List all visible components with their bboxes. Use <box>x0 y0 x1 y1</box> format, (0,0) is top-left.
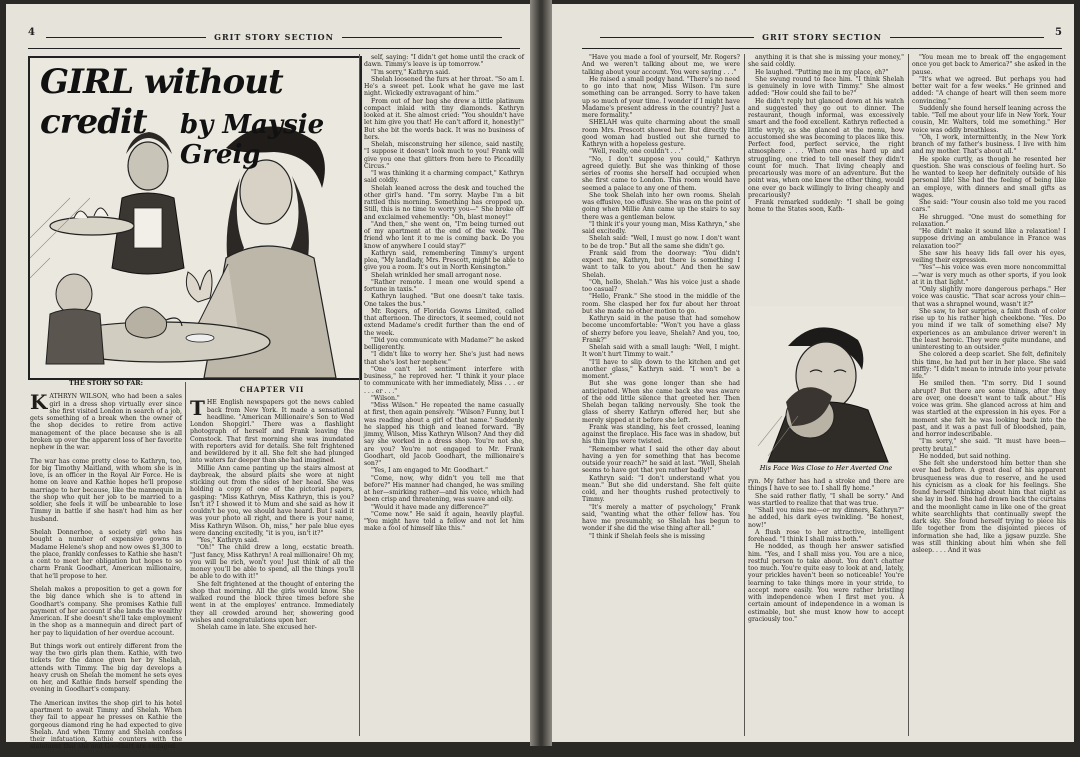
illustration-caption: His Face Was Close to Her Averted One <box>759 464 893 472</box>
right-column-1 <box>582 54 740 738</box>
paragraph: "Come, now, why didn't you tell me that before?" His manner had changed, he was smiling at her—smirking rather—and his voice, which had been crisp and threatening, was suave and oily. <box>364 474 524 504</box>
story-byline: by Maysie Greig <box>180 110 325 170</box>
paragraph: He smiled then. "I'm sorry. Did I sound abrupt? But there are some things, after they are over, one doesn't want to talk about." His voice was grim. She glanced across at him and was startled at the expression in his eyes. For a moment she felt he was looking back into the past, and it was a past full of bloodshed, pain, and horror indescribable. <box>912 380 1066 438</box>
right-column-3-text <box>912 54 1066 554</box>
paragraph: self, saying: "I didn't get home until the crack of dawn. Timmy's leave is up tomorrow." <box>364 54 524 69</box>
paragraph: But things work out entirely different from the way the two girls plan them. Kathie, with two tickets for the dance given her by Shelah, attends with Timmy. The big day develops a heavy crush on Shelah the moment he sets eyes on her, and Kathie finds herself spending the evening in Goodhart's company. <box>30 642 182 694</box>
column-divider <box>744 54 745 736</box>
paragraph: Shelah said with a small laugh: "Well, I might. It won't hurt Timmy to wait." <box>582 344 740 359</box>
right-column-3 <box>912 54 1066 738</box>
paragraph: "Well, really, one couldn't . . ." <box>589 148 684 156</box>
paragraph: "I'm sorry," Kathryn said. <box>371 68 451 76</box>
paragraph: He didn't reply but glanced down at his watch and suggested they go out to dinner. The restaurant, though informal, was excessively smart and the food excellent. Kathryn reflected a little wryly, as she glanced at the menu, how accustomed she was becoming to places like this. Perfect food, perfect service, the right atmosphere . . . When one was hard up and struggling, one tried to tell oneself they didn't count for much. That living cheaply and precariously was more of an adventure. But the point was, when one knew the other thing, would one ever go back willingly to living cheaply and precariously? <box>748 97 904 199</box>
paragraph: "I'm sorry," she said. "It must have been—pretty brutal." <box>912 438 1066 453</box>
paragraph: Kathryn said in the pause that had somehow become uncomfortable: "Won't you have a glass of sherry before you leave, Shelah? And you, too, Frank?" <box>582 315 740 344</box>
paragraph: Kathryn laughed. "But one doesn't take taxis. One takes the bus." <box>364 293 524 308</box>
paragraph: "Wilson." <box>371 394 400 402</box>
paragraph: Kathryn said, remembering Timmy's urgent plea, "My landlady, Mrs. Prescott, might be able to give you a room. It's out in North Kensington." <box>364 249 524 272</box>
paragraph: "Miss Wilson." He repeated the name casually at first, then again pensively. "Wilson? Funny, but I was reading about a girl of that name." Suddenly he slapped his thigh and leaned forward. "By jimmy, Wilson, Miss Kathryn Wilson? And they did say she worked in a dress shop. You're not she, are you? You're not engaged to Mr. Frank Goodhart, old Jacob Goodhart, the millionaire's son?" <box>364 402 524 467</box>
paragraph: "I'll have to slip down to the kitchen and get another glass," Kathryn said. "I won't be a moment." <box>582 358 740 380</box>
paragraph: "Remember what I said the other day about having a yen for something that has become outside your reach?" he said at last. "Well, Shelah seems to have got that yen rather badly!" <box>582 445 740 475</box>
paragraph: Shelah said: "Well, I must go now. I don't want to be de trop." But all the same she didn't go. <box>582 235 740 250</box>
paragraph: Millie Ann came panting up the stairs almost at daybreak, the absurd plaits she wore at night sticking out from the sides of her head. She was holding a copy of one of the pictorial papers, gasping: "Miss Kathryn, Miss Kathryn, this is you? Isn't it? I showed it to Mum and she said as how it couldn't be you, we should have heard. But I said it was your photo all right, and there is your name, Miss Kathryn Wilson. Oh, miss," her pale blue eyes were dancing excitedly, "it is you, isn't it?" <box>190 464 354 537</box>
paragraph: She said rather flatly, "I shall be sorry." And was startled to realize that that was true. <box>748 492 904 507</box>
paragraph: She swung round to face him. "I think Shelah is genuinely in love with Timmy." She almost added: "How could she fail to be?" <box>748 75 904 98</box>
page-number-left: 4 <box>28 27 35 38</box>
header-underline <box>582 48 1062 49</box>
paragraph: "I was thinking it a charming compact," Kathryn said coldly. <box>364 170 524 185</box>
paragraph: He nodded, as though her answer satisfied him. "Yes, and I shall miss you. You are a nice, restful person to take about. You don't chatter too much. You're quite easy to look at and, lately, your prickles haven't been so noticeable! You're learning to take things more in your stride, to accept more easily. You were rather bristling with independence when I first met you. A certain amount of independence in a woman is estimable, but she must know how to accept graciously too." <box>748 543 904 623</box>
paragraph: She said: "Your cousin also told me you raced cars." <box>912 199 1066 214</box>
right-column-2-top <box>748 54 904 304</box>
paragraph: "No, I don't suppose you could," Kathryn agreed quietly. But she was thinking of those series of rooms she herself had occupied when she first came to London. This room would have seemed a palace to any one of them. <box>582 155 740 192</box>
page-number-right: 5 <box>1055 27 1062 38</box>
paragraph: anything it is that she is missing your money," she said coldly. <box>748 54 904 69</box>
paragraph: "Come now." He said it again, heavily playful. "You might have told a fellow and not let him make a fool of himself like this." <box>364 510 524 533</box>
paragraph: "Yes, I am engaged to Mr. Goodhart." <box>371 467 488 475</box>
paragraph: "Did you communicate with Madame?" he asked belligerently. <box>364 336 524 351</box>
paragraph: Mr. Rogers, of Florida Gowns Limited, called that afternoon. The directors, it seemed, could not extend Madame's credit further than the end of the week. <box>364 307 524 337</box>
paragraph: Shelah Donnerhoe, a society girl who has bought a number of expensive gowns in Madame Helene's shop and now owes $1,300 to the place, frankly confesses to Kathie she hasn't a cent to meet her obligation but hopes to so charm Frank Goodhart, American millionaire, that he'll propose to her. <box>30 529 182 580</box>
paragraph: Frank said from the doorway: "You didn't expect me, Kathryn, but there is something I want to talk to you about." And then he saw Shelah. <box>582 249 740 279</box>
paragraph: She took Shelah into her own rooms. Shelah was effusive, too effusive. She was on the point of going when Millie Ann came up the stairs to say there was a gentleman below. <box>582 191 740 221</box>
left-column-3 <box>364 54 524 738</box>
paragraph: He laughed. "Putting me in my place, eh?" <box>755 68 889 76</box>
story-so-far-column <box>30 380 182 757</box>
right-page-header <box>582 24 1062 50</box>
column-divider <box>359 54 360 736</box>
paragraph: Frank remarked suddenly: "I shall be going home to the States soon, Kath- <box>748 199 904 214</box>
paragraph: But she was gone longer than she had anticipated. When she came back she was aware of the odd little silence that greeted her. Then Shelah began talking nervously. She took the glass of sherry Kathryn offered her, but she merely sipped at it before she left. <box>582 380 740 424</box>
paragraph: THE English newspapers got the news cabled back from New York. It made a sensational headline. "American Millionaire's Son to Wed London Shopgirl." There was a flashlight photograph of herself and Frank leaving the Comstock. That first morning she was inundated with reporters avid for details. She felt frightened and bewildered by it all. She felt she had plunged into waters far deeper than she had imagined. <box>190 396 354 465</box>
paragraph: Shelah wrinkled her small arrogant nose. <box>371 271 502 279</box>
paragraph: "Shall you miss me—or my dinners, Kathryn?" he added, his dark eyes twinkling. "Be honest, now!" <box>748 507 904 529</box>
paragraph: He nodded, but said nothing. <box>919 452 1011 460</box>
paragraph: Shelah makes a proposition to get a gown for the big dance which she is to attend in Goodhart's company. She promises Kathie full payment of her account if she lands the wealthy American. If she doesn't she'll take employment in the shop as a mannequin and direct part of her pay to liquidation of her overdue account. <box>30 586 182 637</box>
left-page-header <box>28 24 520 50</box>
paragraph: "Oh, I work, intermittently, in the New York branch of my father's business. I live with him and my mother. That's about all." <box>912 133 1066 156</box>
right-column-1-text <box>582 54 740 540</box>
story-so-far-heading: THE STORY SO FAR: <box>69 379 143 387</box>
paragraph: The American invites the shop girl to his hotel apartment to await Timmy and Shelah. When they fail to appear he presses on Kathie the gorgeous diamond ring he had expected to give Shelah. And when Timmy and Shelah confess their infatuation, Kathie counters with the statement that she and Goodhart are engaged. <box>30 699 182 751</box>
paragraph: "It's merely a matter of psychology," Frank said, "wanting what the other fellow has. You have me presumably, so Shelah has begun to wonder if she did the wise thing after all." <box>582 503 740 533</box>
paragraph: She saw, to her surprise, a faint flush of color rise up to his rather high cheekbone. "Yes. Do you mind if we talk of something else? My experiences as an ambulance driver weren't in the least heroic. They were quite mundane, and uninteresting to an outsider." <box>912 307 1066 351</box>
paragraph: Shelah, misconstruing her silence, said nastily, "I suppose it doesn't look much to you! Frank will give you one that glitters from here to Piccadilly Circus." <box>364 141 524 170</box>
paragraph: "And then," she went on, "I'm being turned out of my apartment at the end of the week. The friend who lent it to me is coming back. Do you know of anywhere I could stay?" <box>364 220 524 250</box>
left-page <box>6 4 530 751</box>
paragraph: Shelah came in late. She excused her- <box>197 624 317 631</box>
paragraph: "You mean me to break off the engagement once you get back to America?" she asked in the pause. <box>912 54 1066 76</box>
paragraph: She colored a deep scarlet. She felt, definitely this time, he had put her in her place. She said stiffly: "I didn't mean to intrude into your private life." <box>912 351 1066 380</box>
page-gutter <box>530 0 552 746</box>
paragraph: "I think it's your young man, Miss Kathryn," she said excitedly. <box>582 220 740 235</box>
paragraph: "I think if Shelah feels she is missing <box>589 532 705 540</box>
column-divider <box>185 382 186 736</box>
paragraph: KATHRYN WILSON, who had been a sales girl in a dress shop virtually ever since she first visited London in search of a job, gets something of a break when the owner of the shop decides to retire from active management of the place because she is all broken up over the apparent loss of her favorite nephew in the war. <box>30 390 182 452</box>
paragraph: "Oh!" The child drew a long, ecstatic breath. "Just fancy, Miss Kathryn! A real millionaire! Oh my, you will be rich, won't you! Just think of all the money you'll be able to spend, all the things you'll be able to do with it!" <box>190 544 354 581</box>
right-column-2-bottom-text <box>748 478 904 623</box>
left-column-2 <box>190 382 354 738</box>
paragraph: The war has come pretty close to Kathryn, too, for big Timothy Maitland, with whom she is in love, is an officer in the Royal Air Force. He is home on leave and Kathie hopes he'll propose marriage to her because, like the mannequin in the shop who quit her job to be married to a soldier, she feels it will be unbearable to lose Timmy in battle if she hasn't had him as her husband. <box>30 457 182 523</box>
right-column-2-top-text <box>748 54 904 214</box>
paragraph: Kathryn said: "I don't understand what you mean." But she did understand. She felt quite cold, and her thoughts rushed protectively to Timmy. <box>582 474 740 504</box>
story-title: GIRL without credit <box>40 62 283 142</box>
paragraph: She felt frightened at the thought of entering the shop that morning. All the girls would know. She walked round the block three times before she went in at the employes' entrance. Immediately they all crowded around her, showering good wishes and congratulations upon her. <box>190 580 354 624</box>
title-illustration <box>28 56 362 380</box>
header-title-right: GRIT STORY SECTION <box>582 32 1062 42</box>
paragraph: Frank was standing, his feet crossed, leaning against the fireplace. His face was in shadow, but his thin lips were twisted. <box>582 423 740 446</box>
paragraph: "He didn't make it sound like a relaxation! I suppose driving an ambulance in France was relaxation too?" <box>912 228 1066 250</box>
paragraph: He spoke curtly, as though he resented her question. She was conscious of feeling hurt. So he wanted to keep her definitely outside of his personal life! She had the feeling of being like an employe, with dinners and small gifts as wages. <box>912 155 1066 199</box>
paragraph: "I didn't like to worry her. She's just had news that she's lost her nephew." <box>364 351 524 366</box>
chapter-heading: CHAPTER VII <box>239 385 305 394</box>
left-column-3-text <box>364 54 524 533</box>
paragraph: He raised a small podgy hand. "There's no need to go into that now, Miss Wilson. I'm sure something can be arranged. Sorry to have taken up so much of your time. I wonder if I might have Madame's present address in the country? Just a mere formality." <box>582 75 740 119</box>
paragraph: She felt she understood him better than she ever had before. A great deal of his apparent brusqueness was due to reserve, and he used his cynicism as a cloak for his feelings. She found herself thinking about him that night as she lay in bed. She had drawn back the curtains and the moonlight came in like one of the great white searchlights that continually swept the dark sky. She found herself trying to piece his life together from the disjointed pieces of information she had, like a jigsaw puzzle. She was still thinking about him when she fell asleep. . . . And it was <box>912 460 1066 554</box>
drop-cap: K <box>30 390 48 415</box>
paragraph: "Would it have made any difference?" <box>371 503 489 511</box>
header-title-left: GRIT STORY SECTION <box>28 32 520 42</box>
story-so-far-text <box>30 390 182 751</box>
paragraph: She saw his heavy lids fall over his eyes, veiling their expression. <box>912 249 1066 264</box>
paragraph: "Hello, Frank." She stood in the middle of the room. She clasped her fox fur about her throat but she made no other motion to go. <box>582 293 740 315</box>
paragraph: "Yes," Kathryn said. <box>197 537 259 544</box>
paragraph: From out of her bag she drew a little platinum compact inlaid with tiny diamonds. Kathryn looked at it. She almost cried: "You shouldn't have let him give you that! He can't afford it, honestly!" But she bit the words back. It was no business of hers. <box>364 97 524 141</box>
paragraph: "It's what we agreed. But perhaps you had better wait for a few weeks." He grinned and added: "A change of heart will then seem more convincing." <box>912 75 1066 105</box>
paragraph: Shelah leaned across the desk and touched the other girl's hand. "I'm sorry. Maybe I'm a bit rattled this morning. Something has cropped up. Still, this is no time to worry you—" She broke off and exclaimed vehemently: "Oh, blast money!" <box>364 184 524 221</box>
paragraph: "Have you made a fool of yourself, Mr. Rogers? And we weren't talking about me, we were talking about your account. You were saying . . ." <box>582 54 740 76</box>
paragraph: A flush rose to her attractive, intelligent forehead. "I think I shall miss both." <box>748 528 904 543</box>
paragraph: "Yes"—his voice was even more noncommittal—"war is very much as other sports, if you look at it in that light." <box>912 264 1066 286</box>
paragraph: "Rather remote. I mean one would spend a fortune in taxis." <box>364 278 524 293</box>
paragraph: "Only slightly more dangerous perhaps." Her voice was caustic. "That scar across your chin—that was a shrapnel wound, wasn't it?" <box>912 286 1066 308</box>
paragraph: "One can't let sentiment interfere with business," he reproved her. "I think it your place to communicate with her immediately, Miss . . . er . . . er . . ." <box>364 365 524 395</box>
right-page <box>552 4 1074 742</box>
header-underline <box>28 48 520 49</box>
paragraph: Suddenly she found herself leaning across the table. "Tell me about your life in New York. Your cousin, Mr. Walters, told me something." Her voice was oddly breathless. <box>912 104 1066 134</box>
right-column-2-bottom <box>748 478 904 738</box>
left-column-2-text <box>190 396 354 631</box>
drop-cap: T <box>190 396 205 421</box>
paragraph: He shrugged. "One must do something for relaxation." <box>912 213 1066 228</box>
paragraph: SHELAH was quite charming about the small room Mrs. Prescott showed her. But directly the good woman had bustled out she turned to Kathryn with a hopeless gesture. <box>582 119 740 148</box>
paragraph: "Oh, hello, Shelah." Was his voice just a shade too casual? <box>582 278 740 293</box>
paragraph: Shelah loosened the furs at her throat. "So am I. He's a sweet pet. Look what he gave me last night. Wickedly extravagant of him." <box>364 75 524 98</box>
paragraph: ryn. My father has had a stroke and there are things I have to see to. I shall fly home." <box>748 478 904 493</box>
couple-illustration <box>748 306 904 476</box>
couple-drawing <box>748 306 904 462</box>
column-divider <box>908 54 909 736</box>
